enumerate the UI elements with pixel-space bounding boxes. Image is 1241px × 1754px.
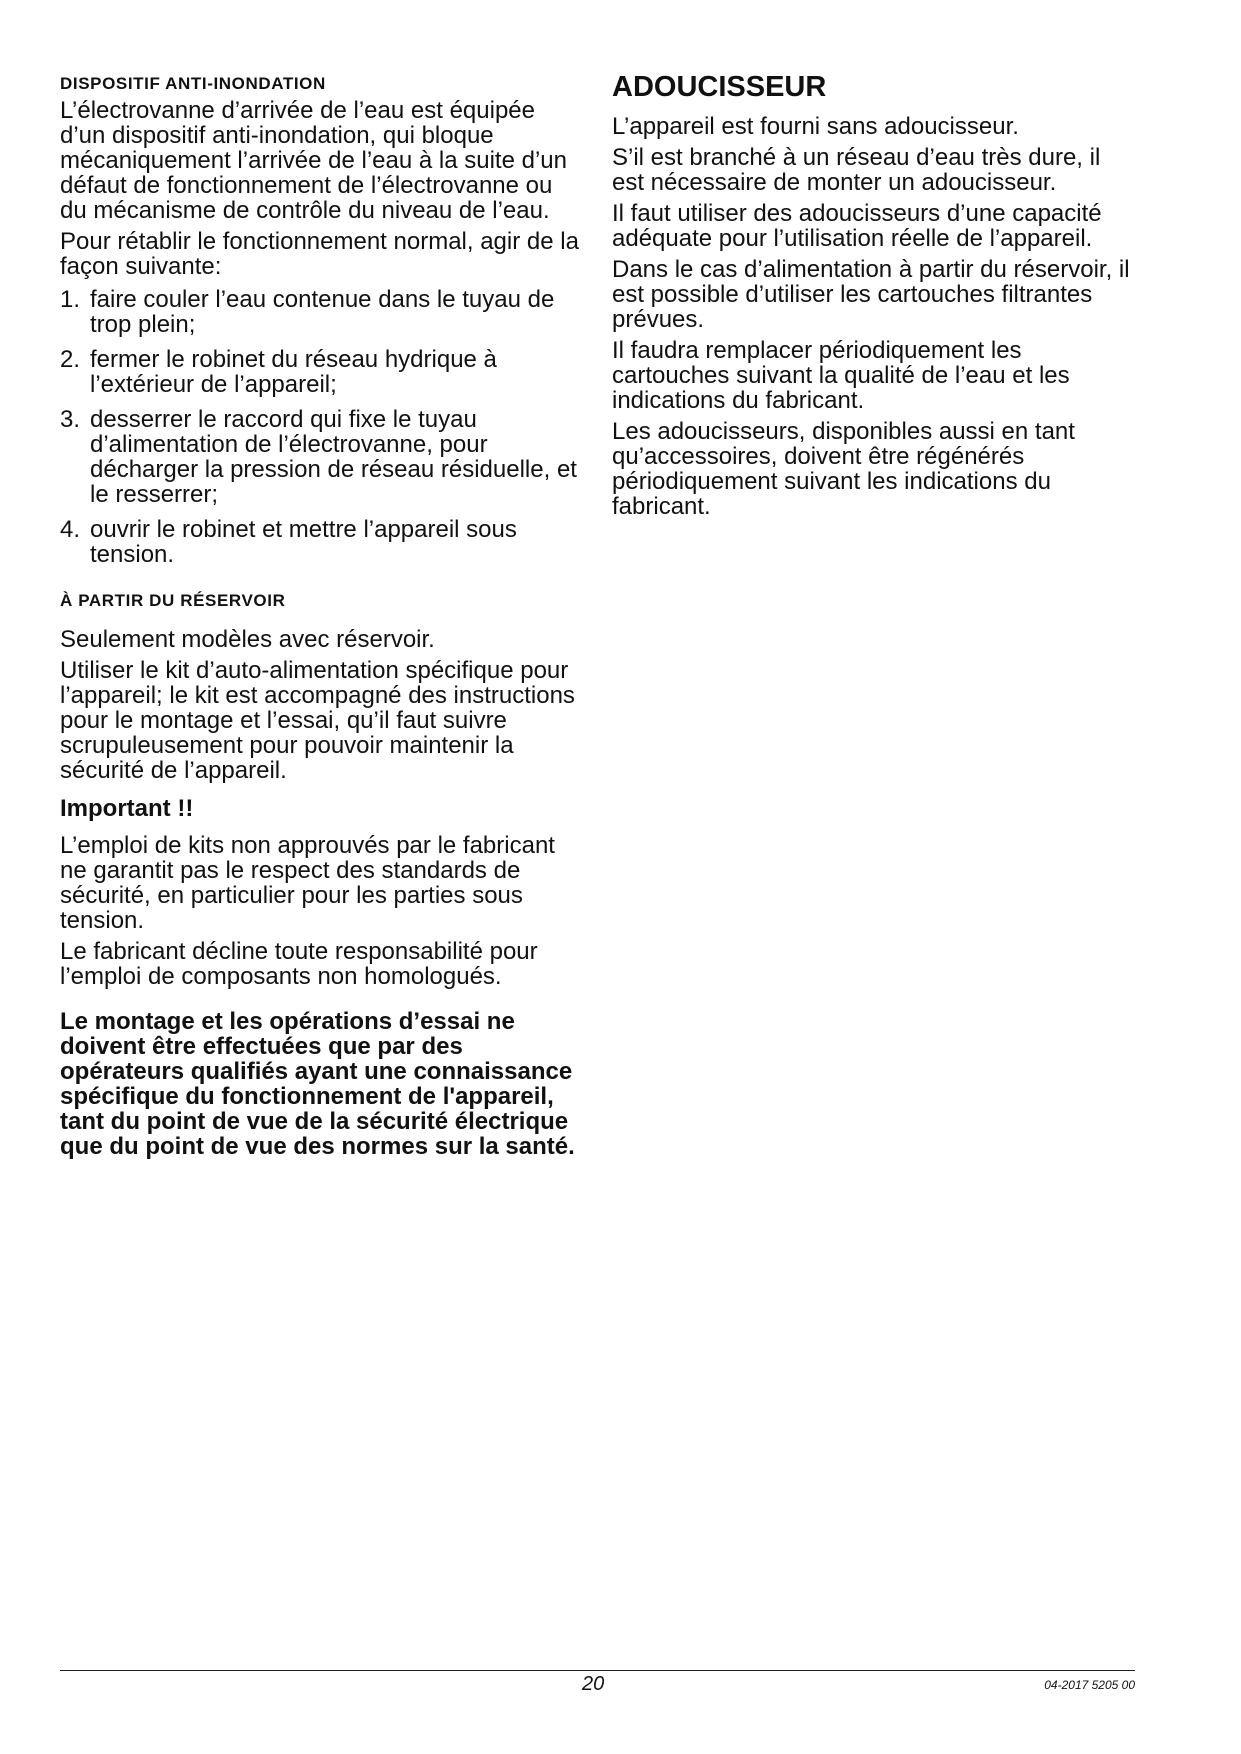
restore-steps-list [60,287,580,567]
reservoir-models-note: Seulement modèles avec réservoir. [60,626,435,653]
step-text: ouvrir le robinet et mettre l’appareil sous tension. [90,516,517,568]
section-heading-anti-inondation: DISPOSITIF ANTI-INONDATION [60,74,326,93]
list-item [60,407,580,507]
softener-para-3: Il faut utiliser des adoucisseurs d’une capacité adéquate pour l’utilisation réelle de l’appareil. [612,200,1102,252]
right-column [612,70,1137,525]
qualified-operators-notice: Le montage et les opérations d’essai ne doivent être effectuées que par des opérateurs qualifiés ayant une connaissance spécifique du fonctionnement de l'appareil, tant du point de vue de la sécurité électrique que du point de vue des normes sur la santé. [60,1008,575,1160]
reservoir-kit-instructions: Utiliser le kit d’auto-alimentation spécifique pour l’appareil; le kit est accompagné des instructions pour le montage et l’essai, qu’il faut suivre scrupuleusement pour pouvoir maintenir la sécurité de l’appareil. [60,657,575,784]
list-item [60,287,580,337]
step-text: fermer le robinet du réseau hydrique à l’extérieur de l’appareil; [90,346,497,398]
softener-para-6: Les adoucisseurs, disponibles aussi en tant qu’accessoires, doivent être régénérés périodiquement suivant les indications du fabricant. [612,418,1075,520]
step-number: 3. [60,406,81,433]
left-column [60,70,580,1159]
restore-instructions-intro: Pour rétablir le fonctionnement normal, agir de la façon suivante: [60,228,579,280]
footer-divider [60,1670,1135,1671]
important-heading: Important !! [60,795,194,822]
softener-para-2: S’il est branché à un réseau d’eau très dure, il est nécessaire de monter un adoucisseur. [612,144,1101,196]
important-warning-kits: L’emploi de kits non approuvés par le fabricant ne garantit pas le respect des standards de sécurité, en particulier pour les parties sous tension. [60,832,555,934]
step-text: faire couler l’eau contenue dans le tuyau de trop plein; [90,286,555,338]
section-heading-reservoir: À PARTIR DU RÉSERVOIR [60,591,286,610]
step-number: 2. [60,346,81,373]
softener-para-1: L’appareil est fourni sans adoucisseur. [612,113,1019,140]
document-code: 04-2017 5205 00 [1044,1678,1135,1692]
softener-para-5: Il faudra remplacer périodiquement les cartouches suivant la qualité de l’eau et les indications du fabricant. [612,337,1070,414]
step-number: 1. [60,286,81,313]
anti-inondation-description: L’électrovanne d’arrivée de l’eau est équipée d’un dispositif anti-inondation, qui bloque mécaniquement l’arrivée de l’eau à la suite d’un défaut de fonctionnement de l’électrovanne ou du mécanisme de contrôle du niveau de l’eau. [60,97,567,224]
important-warning-liability: Le fabricant décline toute responsabilité pour l’emploi de composants non homologués. [60,938,538,990]
list-item [60,517,580,567]
section-heading-adoucisseur: ADOUCISSEUR [612,71,827,103]
page-number: 20 [582,1673,605,1695]
softener-para-4: Dans le cas d’alimentation à partir du réservoir, il est possible d’utiliser les cartouches filtrantes prévues. [612,256,1130,333]
step-number: 4. [60,516,81,543]
step-text: desserrer le raccord qui fixe le tuyau d’alimentation de l’électrovanne, pour décharger la pression de réseau résiduelle, et le resserrer; [90,406,577,508]
list-item [60,347,580,397]
